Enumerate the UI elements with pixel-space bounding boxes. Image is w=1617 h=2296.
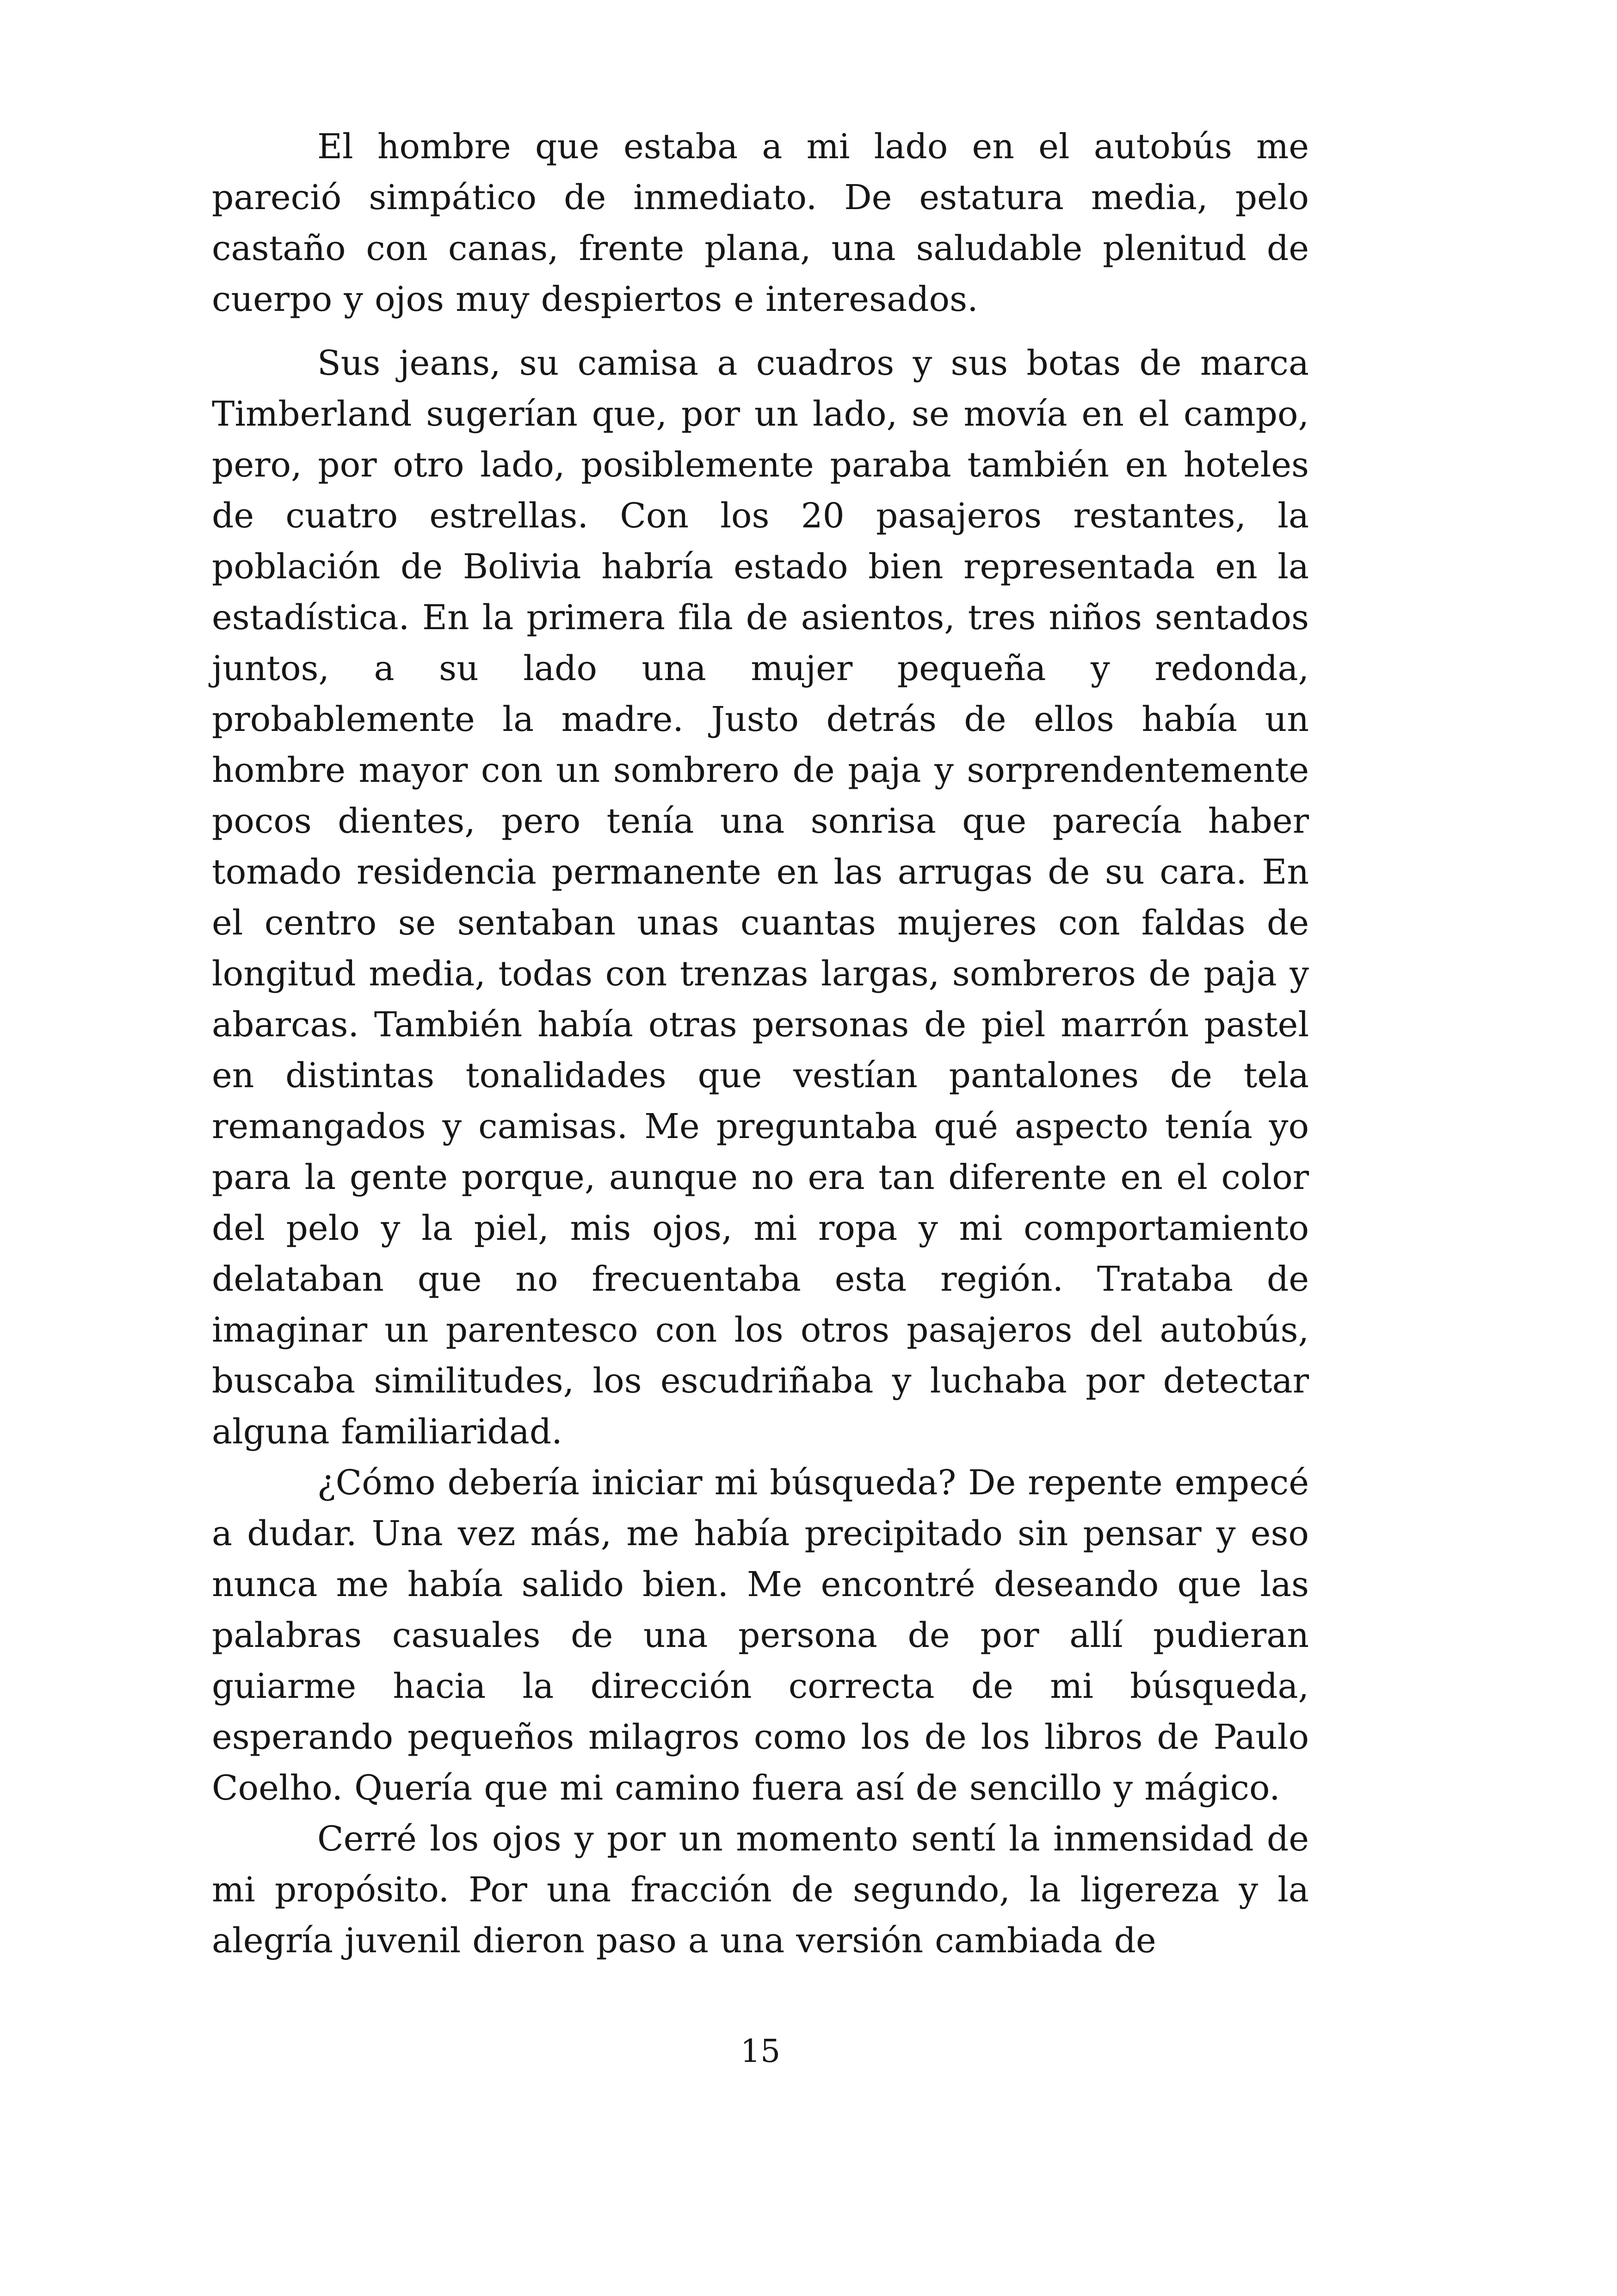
paragraph-3: ¿Cómo debería iniciar mi búsqueda? De repente empecé a dudar. Una vez más, me había precipitado sin pensar y eso nunca me había salido bien. Me encontré deseando que las palabras casuales de una persona de por allí pudieran guiarme hacia la dirección correcta de mi búsqueda, esperando pequeños milagros como los de los libros de Paulo Coelho. Quería que mi camino fuera así de sencillo y mágico. bbox=[212, 1463, 1309, 1808]
paragraph-4: Cerré los ojos y por un momento sentí la inmensidad de mi propósito. Por una fracción de segundo, la ligereza y la alegría juvenil dieron paso a una versión cambiada de bbox=[212, 1819, 1309, 1961]
paragraph-2: Sus jeans, su camisa a cuadros y sus botas de marca Timberland sugerían que, por un lado, se movía en el campo, pero, por otro lado, posiblemente paraba también en hoteles de cuatro estrellas. Con los 20 pasajeros restantes, la población de Bolivia habría estado bien representada en la estadística. En la primera fila de asientos, tres niños sentados juntos, a su lado una mujer pequeña y redonda, probablemente la madre. Justo detrás de ellos había un hombre mayor con un sombrero de paja y sorprendentemente pocos dientes, pero tenía una sonrisa que parecía haber tomado residencia permanente en las arrugas de su cara. En el centro se sentaban unas cuantas mujeres con faldas de longitud media, todas con trenzas largas, sombreros de paja y abarcas. También había otras personas de piel marrón pastel en distintas tonalidades que vestían pantalones de tela remangados y camisas. Me preguntaba qué aspecto tenía yo para la gente porque, aunque no era tan diferente en el color del pelo y la piel, mis ojos, mi ropa y mi comportamiento delataban que no frecuentaba esta región. Trataba de imaginar un parentesco con los otros pasajeros del autobús, buscaba similitudes, los escudriñaba y luchaba por detectar alguna familiaridad. bbox=[212, 343, 1309, 1452]
page-number: 15 bbox=[740, 2033, 781, 2070]
body-text bbox=[212, 121, 1309, 1966]
paragraph-1: El hombre que estaba a mi lado en el autobús me pareció simpático de inmediato. De estatura media, pelo castaño con canas, frente plana, una saludable plenitud de cuerpo y ojos muy despiertos e interesados. bbox=[212, 127, 1309, 319]
